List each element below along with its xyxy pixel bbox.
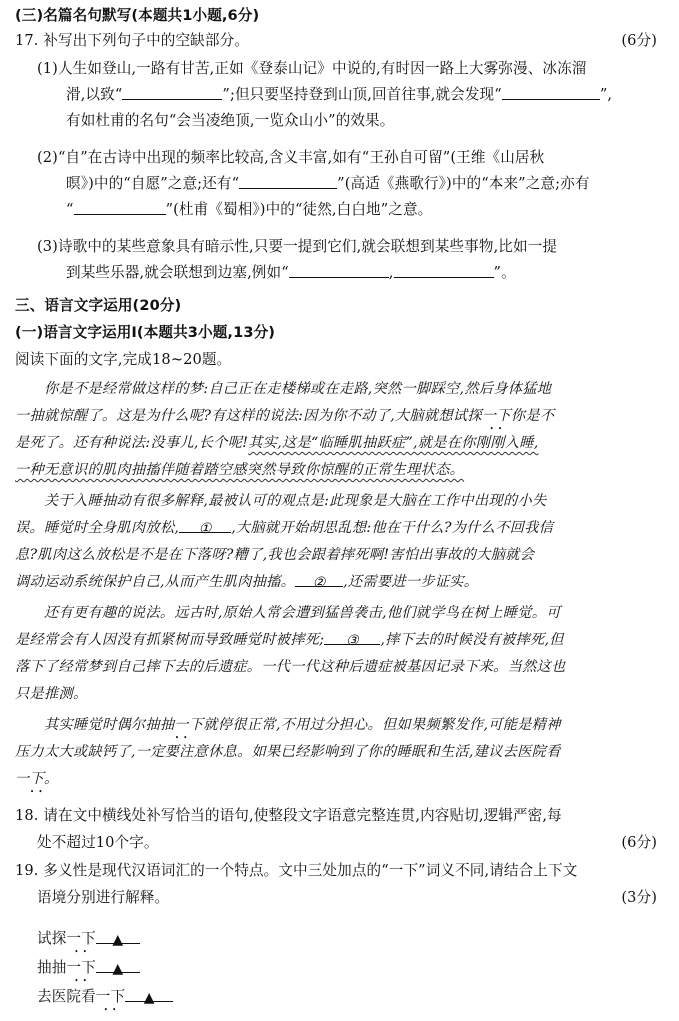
dotted-word-yixia-3: 一下。 • •	[15, 768, 58, 790]
q17-score: (6分)	[621, 32, 657, 49]
answer-blank[interactable]	[96, 929, 140, 948]
passage-para2-line1: 关于入睡抽动有很多解释,最被认可的观点是:此现象是大脑在工作中出现的小失	[44, 493, 547, 509]
answer-blank[interactable]	[125, 987, 173, 1006]
answer-blank[interactable]	[502, 85, 600, 100]
q19-line2: 语境分别进行解释。	[37, 889, 170, 906]
passage-para1-line1: 你是不是经常做这样的梦:自己正在走楼梯或在走路,突然一脚踩空,然后身体猛地	[44, 381, 552, 397]
q19-line2-row	[37, 887, 657, 909]
blank-2[interactable]: ②	[295, 572, 343, 587]
section-header-famous-lines: (三)名篇名句默写(本题共1小题,6分)	[15, 7, 260, 24]
q17-part3-line1: (3)诗歌中的某些意象具有暗示性,只要一提到它们,就会联想到某些事物,比如一提	[37, 238, 558, 255]
passage-para4-line1: 其实睡觉时偶尔抽抽一下 • •就停很正常,不用过分担心。但如果频繁发作,可能是精神	[44, 714, 679, 736]
q18-score: (6分)	[621, 834, 657, 851]
q19-item-3: 去医院看一下 • • ▲	[37, 986, 679, 1008]
answer-blank[interactable]	[394, 263, 494, 278]
q17-part2-line3: “ ”(杜甫《蜀相》)中的“徒然,白白地”之意。	[66, 201, 433, 218]
q18-line2: 处不超过10个字。	[37, 834, 159, 851]
dotted-word-yixia-1: 一下 • •	[482, 405, 511, 427]
q19-line1: 19. 多义性是现代汉语词汇的一个特点。文中三处加点的“一下”词义不同,请结合上下文	[15, 862, 578, 879]
q18-line1: 18. 请在文中横线处补写恰当的语句,使整段文字语意完整连贯,内容贴切,逻辑严密,每	[15, 807, 562, 824]
triangle-marker-icon: ▲	[112, 932, 124, 948]
wavy-underlined-sentence-cont: 一种无意识的肌肉抽搐伴随着踏空感突然导致你惊醒的正常生理状态。	[15, 462, 465, 478]
blank-3[interactable]: ③	[324, 630, 380, 645]
answer-blank[interactable]	[122, 85, 222, 100]
subsection-header-language-use-1: (一)语言文字运用Ⅰ(本题共3小题,13分)	[15, 324, 276, 341]
blank-1[interactable]: ①	[179, 518, 231, 533]
answer-blank[interactable]	[239, 174, 337, 189]
answer-blank[interactable]	[74, 200, 166, 215]
q17-stem: 17. 补写出下列句子中的空缺部分。	[15, 32, 249, 49]
triangle-marker-icon: ▲	[143, 990, 155, 1006]
passage-para4-line3	[15, 768, 679, 790]
passage-para1-line4	[15, 459, 679, 481]
passage-para3-line4: 只是推测。	[15, 686, 88, 702]
reading-instruction: 阅读下面的文字,完成18~20题。	[15, 351, 232, 368]
q19-score: (3分)	[621, 889, 657, 906]
q17-part1-line3: 有如杜甫的名句“会当凌绝顶,一览众山小”的效果。	[66, 112, 395, 129]
q17-part1-line2: 滑,以致“ ”;但只要坚持登到山顶,回首往事,就会发现“ ”,	[66, 86, 613, 103]
answer-blank[interactable]	[96, 958, 140, 977]
triangle-marker-icon: ▲	[112, 961, 124, 977]
q19-item-2: 抽抽一下 • • ▲	[37, 957, 679, 979]
passage-para2-line3: 息?肌肉这么放松是不是在下落呀?糟了,我也会跟着摔死啊!害怕出事故的大脑就会	[15, 547, 535, 563]
q17-part3-line2: 到某些乐器,就会联想到边塞,例如“ , ”。	[66, 264, 516, 281]
q19-item-1: 试探一下 • • ▲	[37, 928, 679, 950]
passage-para2-line4: 调动运动系统保护自己,从而产生肌肉抽搐。 ② ,还需要进一步证实。	[15, 574, 479, 591]
passage-para1-line3: 是死了。还有种说法:没事儿,长个呢!其实,这是“临睡肌抽跃症”,就是在你刚刚入睡,	[15, 435, 539, 451]
wavy-underlined-sentence: 其实,这是“临睡肌抽跃症”,就是在你刚刚入睡,	[248, 435, 539, 451]
q17-stem-row	[15, 30, 657, 52]
q17-part2-line1: (2)“自”在古诗中出现的频率比较高,含义丰富,如有“王孙自可留”(王维《山居秋	[37, 149, 545, 166]
passage-para3-line2: 是经常会有人因没有抓紧树而导致睡觉时被摔死; ③ ,摔下去的时候没有被摔死,但	[15, 632, 564, 649]
part-header-language-use: 三、语言文字运用(20分)	[15, 297, 182, 314]
passage-para3-line3: 落下了经常梦到自己摔下去的后遗症。一代一代这种后遗症被基因记录下来。当然这也	[15, 659, 566, 675]
answer-blank[interactable]	[289, 263, 389, 278]
passage-para4-line2: 压力太大或缺钙了,一定要注意休息。如果已经影响到了你的睡眠和生活,建议去医院看	[15, 744, 561, 760]
dotted-word-yixia-2: 抽一下 • •	[160, 714, 203, 736]
passage-para1-line2: 一抽就惊醒了。这是为什么呢?有这样的说法:因为你不动了,大脑就想试探一下 • •你是不	[15, 405, 679, 427]
q18-line2-row	[37, 832, 657, 854]
passage-para3-line1: 还有更有趣的说法。远古时,原始人常会遭到猛兽袭击,他们就学鸟在树上睡觉。可	[44, 605, 561, 621]
q17-part2-line2: 暝》)中的“自愿”之意;还有“ ”(高适《燕歌行》)中的“本来”之意;亦有	[66, 175, 590, 192]
passage-para2-line2: 误。睡觉时全身肌肉放松, ① ,大脑就开始胡思乱想:他在干什么?为什么不回我信	[15, 520, 554, 537]
q17-part1-line1: (1)人生如登山,一路有甘苦,正如《登泰山记》中说的,有时因一路上大雾弥漫、冰冻溜	[37, 60, 587, 77]
